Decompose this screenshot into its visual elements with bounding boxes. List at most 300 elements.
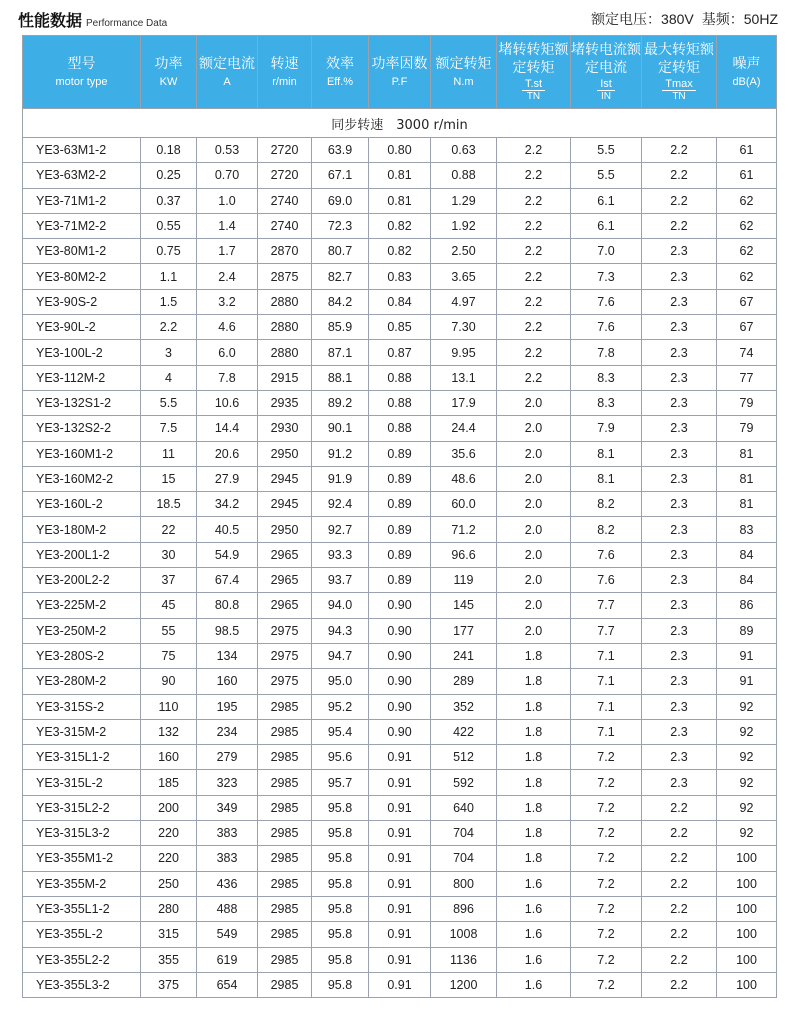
table-row [23, 643, 777, 668]
table-cell: 4.97 [431, 289, 497, 314]
table-cell: 7.2 [571, 770, 642, 795]
table-row [23, 492, 777, 517]
table-cell: 2870 [258, 239, 312, 264]
table-cell: 2.0 [497, 492, 571, 517]
table-cell: 100 [717, 922, 777, 947]
table-cell: 92 [717, 770, 777, 795]
table-cell: 2.2 [497, 163, 571, 188]
table-cell: 250 [141, 871, 197, 896]
column-header-cn: 功率 [154, 56, 183, 72]
rated-spec [591, 9, 778, 29]
table-cell: 9.95 [431, 340, 497, 365]
table-cell: 0.90 [369, 669, 431, 694]
motor-model-cell: YE3-355L2-2 [23, 947, 141, 972]
motor-model-cell: YE3-355L-2 [23, 922, 141, 947]
table-cell: 2985 [258, 972, 312, 997]
table-cell: 7.3 [571, 264, 642, 289]
table-cell: 2.2 [497, 138, 571, 163]
table-cell: 220 [141, 846, 197, 871]
table-cell: 0.87 [369, 340, 431, 365]
table-cell: 289 [431, 669, 497, 694]
table-cell: 2880 [258, 315, 312, 340]
table-cell: 63.9 [312, 138, 369, 163]
table-cell: 22 [141, 517, 197, 542]
motor-model-cell: YE3-280S-2 [23, 643, 141, 668]
column-header [431, 36, 497, 109]
table-cell: 2.2 [497, 188, 571, 213]
table-cell: 0.91 [369, 972, 431, 997]
table-cell: 7.1 [571, 694, 642, 719]
table-cell: 1.6 [497, 896, 571, 921]
table-row [23, 694, 777, 719]
column-header-cn: 堵转电流额定电流 [571, 42, 641, 76]
column-header-ratio [522, 78, 545, 103]
table-cell: 84 [717, 542, 777, 567]
table-cell: 35.6 [431, 441, 497, 466]
table-cell: 95.8 [312, 871, 369, 896]
table-cell: 2740 [258, 188, 312, 213]
column-header-cn: 效率 [326, 56, 354, 72]
table-cell: 0.91 [369, 770, 431, 795]
motor-model-cell: YE3-80M1-2 [23, 239, 141, 264]
table-cell: 7.7 [571, 618, 642, 643]
table-cell: 87.1 [312, 340, 369, 365]
table-cell: 2945 [258, 492, 312, 517]
table-cell: 98.5 [197, 618, 258, 643]
motor-model-cell: YE3-71M2-2 [23, 213, 141, 238]
table-cell: 2.3 [642, 466, 717, 491]
table-cell: 95.8 [312, 947, 369, 972]
column-header [312, 36, 369, 109]
table-cell: 45 [141, 593, 197, 618]
column-header [23, 36, 141, 109]
table-cell: 2.2 [642, 896, 717, 921]
table-cell: 2.3 [642, 593, 717, 618]
table-cell: 2720 [258, 163, 312, 188]
table-cell: 4.6 [197, 315, 258, 340]
motor-model-cell: YE3-90L-2 [23, 315, 141, 340]
table-cell: 7.6 [571, 568, 642, 593]
column-header-unit: Eff.% [326, 76, 354, 88]
table-cell: 81 [717, 466, 777, 491]
table-header [23, 36, 777, 109]
table-cell: 3.2 [197, 289, 258, 314]
table-cell: 3 [141, 340, 197, 365]
table-cell: 2.2 [642, 947, 717, 972]
table-row [23, 340, 777, 365]
table-cell: 54.9 [197, 542, 258, 567]
table-cell: 2.3 [642, 745, 717, 770]
table-cell: 160 [197, 669, 258, 694]
table-cell: 2985 [258, 795, 312, 820]
table-row [23, 416, 777, 441]
table-cell: 7.9 [571, 416, 642, 441]
table-cell: 241 [431, 643, 497, 668]
sync-speed-subheader: 同步转速 3000 r/min [23, 109, 777, 138]
table-cell: 95.8 [312, 972, 369, 997]
table-cell: 2.0 [497, 466, 571, 491]
table-cell: 8.1 [571, 441, 642, 466]
column-header [497, 36, 571, 109]
table-cell: 160 [141, 745, 197, 770]
table-cell: 0.91 [369, 846, 431, 871]
table-cell: 0.80 [369, 138, 431, 163]
table-cell: 2.3 [642, 568, 717, 593]
table-cell: 2.0 [497, 568, 571, 593]
table-cell: 2.2 [642, 163, 717, 188]
table-row [23, 568, 777, 593]
column-header-ratio [597, 78, 615, 103]
table-cell: 1.8 [497, 745, 571, 770]
table-cell: 92 [717, 821, 777, 846]
table-cell: 2.0 [497, 593, 571, 618]
table-cell: 80.8 [197, 593, 258, 618]
table-row [23, 315, 777, 340]
table-cell: 2985 [258, 821, 312, 846]
table-cell: 0.89 [369, 466, 431, 491]
table-cell: 654 [197, 972, 258, 997]
table-cell: 704 [431, 846, 497, 871]
table-cell: 75 [141, 643, 197, 668]
table-cell: 91 [717, 669, 777, 694]
table-cell: 2.4 [197, 264, 258, 289]
table-cell: 1200 [431, 972, 497, 997]
table-cell: 0.89 [369, 492, 431, 517]
table-cell: 0.63 [431, 138, 497, 163]
table-cell: 1.4 [197, 213, 258, 238]
table-cell: 67.4 [197, 568, 258, 593]
table-cell: 1.0 [197, 188, 258, 213]
table-cell: 95.8 [312, 896, 369, 921]
table-cell: 0.90 [369, 643, 431, 668]
table-cell: 30 [141, 542, 197, 567]
table-cell: 0.89 [369, 568, 431, 593]
table-cell: 200 [141, 795, 197, 820]
table-cell: 67 [717, 289, 777, 314]
table-cell: 279 [197, 745, 258, 770]
motor-model-cell: YE3-63M1-2 [23, 138, 141, 163]
table-cell: 4 [141, 365, 197, 390]
table-cell: 349 [197, 795, 258, 820]
table-cell: 2985 [258, 947, 312, 972]
table-row [23, 390, 777, 415]
table-cell: 436 [197, 871, 258, 896]
table-cell: 0.88 [369, 365, 431, 390]
column-header [571, 36, 642, 109]
table-cell: 7.2 [571, 947, 642, 972]
table-cell: 34.2 [197, 492, 258, 517]
motor-model-cell: YE3-132S2-2 [23, 416, 141, 441]
motor-model-cell: YE3-355L3-2 [23, 972, 141, 997]
table-cell: 2985 [258, 694, 312, 719]
table-cell: 352 [431, 694, 497, 719]
table-row [23, 770, 777, 795]
table-cell: 91.2 [312, 441, 369, 466]
table-cell: 2.2 [497, 289, 571, 314]
table-cell: 195 [197, 694, 258, 719]
table-cell: 1.6 [497, 871, 571, 896]
table-cell: 95.8 [312, 795, 369, 820]
table-cell: 1.1 [141, 264, 197, 289]
column-header-unit: r/min [272, 76, 297, 88]
table-cell: 7.1 [571, 719, 642, 744]
table-cell: 83 [717, 517, 777, 542]
table-cell: 704 [431, 821, 497, 846]
table-cell: 1.6 [497, 922, 571, 947]
table-cell: 1.8 [497, 694, 571, 719]
table-cell: 100 [717, 846, 777, 871]
table-cell: 2.3 [642, 643, 717, 668]
table-cell: 89 [717, 618, 777, 643]
table-cell: 800 [431, 871, 497, 896]
table-cell: 67 [717, 315, 777, 340]
table-cell: 2.3 [642, 770, 717, 795]
table-cell: 0.91 [369, 795, 431, 820]
table-cell: 549 [197, 922, 258, 947]
table-cell: 85.9 [312, 315, 369, 340]
table-cell: 92 [717, 795, 777, 820]
table-cell: 2.3 [642, 719, 717, 744]
column-header [197, 36, 258, 109]
table-cell: 2.3 [642, 441, 717, 466]
table-row [23, 719, 777, 744]
table-cell: 1.8 [497, 795, 571, 820]
table-cell: 6.1 [571, 213, 642, 238]
table-cell: 95.0 [312, 669, 369, 694]
table-row [23, 871, 777, 896]
table-cell: 2.3 [642, 315, 717, 340]
table-cell: 2985 [258, 745, 312, 770]
motor-model-cell: YE3-250M-2 [23, 618, 141, 643]
column-header [642, 36, 717, 109]
table-cell: 91 [717, 643, 777, 668]
table-cell: 95.6 [312, 745, 369, 770]
column-header-ratio [662, 78, 696, 103]
table-cell: 2.3 [642, 340, 717, 365]
table-cell: 95.8 [312, 922, 369, 947]
table-cell: 2.2 [497, 315, 571, 340]
motor-model-cell: YE3-112M-2 [23, 365, 141, 390]
table-cell: 69.0 [312, 188, 369, 213]
motor-model-cell: YE3-90S-2 [23, 289, 141, 314]
table-cell: 355 [141, 947, 197, 972]
table-cell: 2.2 [497, 264, 571, 289]
table-cell: 220 [141, 821, 197, 846]
table-cell: 1136 [431, 947, 497, 972]
table-cell: 92 [717, 745, 777, 770]
column-header-cn: 额定电流 [199, 56, 255, 72]
table-cell: 383 [197, 846, 258, 871]
table-cell: 2.2 [642, 138, 717, 163]
table-cell: 95.8 [312, 821, 369, 846]
table-row [23, 213, 777, 238]
table-cell: 0.84 [369, 289, 431, 314]
table-cell: 0.90 [369, 694, 431, 719]
table-cell: 82.7 [312, 264, 369, 289]
column-header [141, 36, 197, 109]
table-cell: 95.8 [312, 846, 369, 871]
table-cell: 13.1 [431, 365, 497, 390]
table-cell: 2.2 [642, 972, 717, 997]
table-cell: 88.1 [312, 365, 369, 390]
table-cell: 2985 [258, 770, 312, 795]
table-cell: 2.0 [497, 390, 571, 415]
table-cell: 95.4 [312, 719, 369, 744]
table-row [23, 821, 777, 846]
table-cell: 10.6 [197, 390, 258, 415]
table-cell: 2.2 [642, 795, 717, 820]
table-cell: 185 [141, 770, 197, 795]
table-row [23, 466, 777, 491]
table-cell: 2880 [258, 289, 312, 314]
table-row [23, 972, 777, 997]
table-cell: 1.8 [497, 770, 571, 795]
table-cell: 79 [717, 390, 777, 415]
table-cell: 2740 [258, 213, 312, 238]
table-cell: 100 [717, 947, 777, 972]
table-cell: 1008 [431, 922, 497, 947]
table-cell: 2880 [258, 340, 312, 365]
motor-model-cell: YE3-160M2-2 [23, 466, 141, 491]
motor-model-cell: YE3-225M-2 [23, 593, 141, 618]
motor-model-cell: YE3-180M-2 [23, 517, 141, 542]
table-cell: 2.3 [642, 390, 717, 415]
table-cell: 2.3 [642, 492, 717, 517]
table-cell: 60.0 [431, 492, 497, 517]
table-cell: 0.37 [141, 188, 197, 213]
table-cell: 1.8 [497, 669, 571, 694]
ratio-denominator: TN [672, 91, 686, 102]
motor-model-cell: YE3-355M-2 [23, 871, 141, 896]
table-cell: 93.7 [312, 568, 369, 593]
motor-model-cell: YE3-160M1-2 [23, 441, 141, 466]
table-cell: 15 [141, 466, 197, 491]
column-header-unit: KW [159, 76, 178, 88]
table-cell: 2985 [258, 871, 312, 896]
table-cell: 92.4 [312, 492, 369, 517]
table-cell: 48.6 [431, 466, 497, 491]
table-cell: 2.0 [497, 517, 571, 542]
table-cell: 619 [197, 947, 258, 972]
table-row [23, 922, 777, 947]
table-cell: 0.81 [369, 188, 431, 213]
table-cell: 92 [717, 694, 777, 719]
table-cell: 1.8 [497, 643, 571, 668]
table-cell: 2935 [258, 390, 312, 415]
table-cell: 8.1 [571, 466, 642, 491]
table-cell: 1.8 [497, 821, 571, 846]
table-cell: 95.2 [312, 694, 369, 719]
column-header-unit: motor type [55, 76, 108, 88]
table-cell: 0.91 [369, 947, 431, 972]
table-cell: 7.2 [571, 871, 642, 896]
table-cell: 71.2 [431, 517, 497, 542]
title-en: Performance Data [86, 18, 168, 29]
table-cell: 0.82 [369, 213, 431, 238]
table-cell: 2.2 [642, 188, 717, 213]
table-row [23, 896, 777, 921]
table-cell: 7.2 [571, 846, 642, 871]
table-cell: 2.2 [497, 239, 571, 264]
table-cell: 0.88 [369, 416, 431, 441]
table-cell: 2985 [258, 922, 312, 947]
table-row [23, 846, 777, 871]
motor-model-cell: YE3-100L-2 [23, 340, 141, 365]
table-cell: 1.8 [497, 719, 571, 744]
table-cell: 2.2 [497, 365, 571, 390]
table-cell: 5.5 [141, 390, 197, 415]
performance-table [22, 35, 777, 998]
table-cell: 2.2 [642, 846, 717, 871]
table-row [23, 517, 777, 542]
table-cell: 81 [717, 492, 777, 517]
table-cell: 0.90 [369, 593, 431, 618]
column-header-unit: A [223, 76, 231, 88]
table-cell: 177 [431, 618, 497, 643]
table-cell: 100 [717, 972, 777, 997]
table-cell: 2965 [258, 568, 312, 593]
table-cell: 7.7 [571, 593, 642, 618]
table-row [23, 669, 777, 694]
table-cell: 81 [717, 441, 777, 466]
motor-model-cell: YE3-63M2-2 [23, 163, 141, 188]
table-cell: 62 [717, 213, 777, 238]
ratio-denominator: TN [526, 91, 541, 102]
table-cell: 2.2 [141, 315, 197, 340]
table-cell: 8.3 [571, 365, 642, 390]
table-cell: 0.91 [369, 871, 431, 896]
table-cell: 62 [717, 264, 777, 289]
table-cell: 134 [197, 643, 258, 668]
table-cell: 40.5 [197, 517, 258, 542]
table-cell: 95.7 [312, 770, 369, 795]
table-cell: 77 [717, 365, 777, 390]
ratio-numerator: Ist [597, 78, 615, 91]
table-cell: 592 [431, 770, 497, 795]
table-cell: 96.6 [431, 542, 497, 567]
table-cell: 91.9 [312, 466, 369, 491]
table-cell: 2.3 [642, 669, 717, 694]
table-cell: 17.9 [431, 390, 497, 415]
table-cell: 84 [717, 568, 777, 593]
table-cell: 2875 [258, 264, 312, 289]
motor-model-cell: YE3-355M1-2 [23, 846, 141, 871]
table-cell: 0.89 [369, 542, 431, 567]
table-cell: 0.91 [369, 896, 431, 921]
table-row [23, 138, 777, 163]
table-cell: 2.3 [642, 694, 717, 719]
table-cell: 94.7 [312, 643, 369, 668]
table-cell: 3.65 [431, 264, 497, 289]
table-row [23, 264, 777, 289]
table-row [23, 593, 777, 618]
table-cell: 92 [717, 719, 777, 744]
column-header-cn: 额定转矩 [435, 56, 492, 72]
table-cell: 27.9 [197, 466, 258, 491]
table-cell: 0.81 [369, 163, 431, 188]
table-cell: 20.6 [197, 441, 258, 466]
table-cell: 2915 [258, 365, 312, 390]
table-cell: 24.4 [431, 416, 497, 441]
motor-model-cell: YE3-315L3-2 [23, 821, 141, 846]
table-cell: 2.3 [642, 239, 717, 264]
table-cell: 0.88 [431, 163, 497, 188]
table-cell: 896 [431, 896, 497, 921]
motor-model-cell: YE3-315M-2 [23, 719, 141, 744]
table-row [23, 542, 777, 567]
table-cell: 323 [197, 770, 258, 795]
table-cell: 2950 [258, 441, 312, 466]
